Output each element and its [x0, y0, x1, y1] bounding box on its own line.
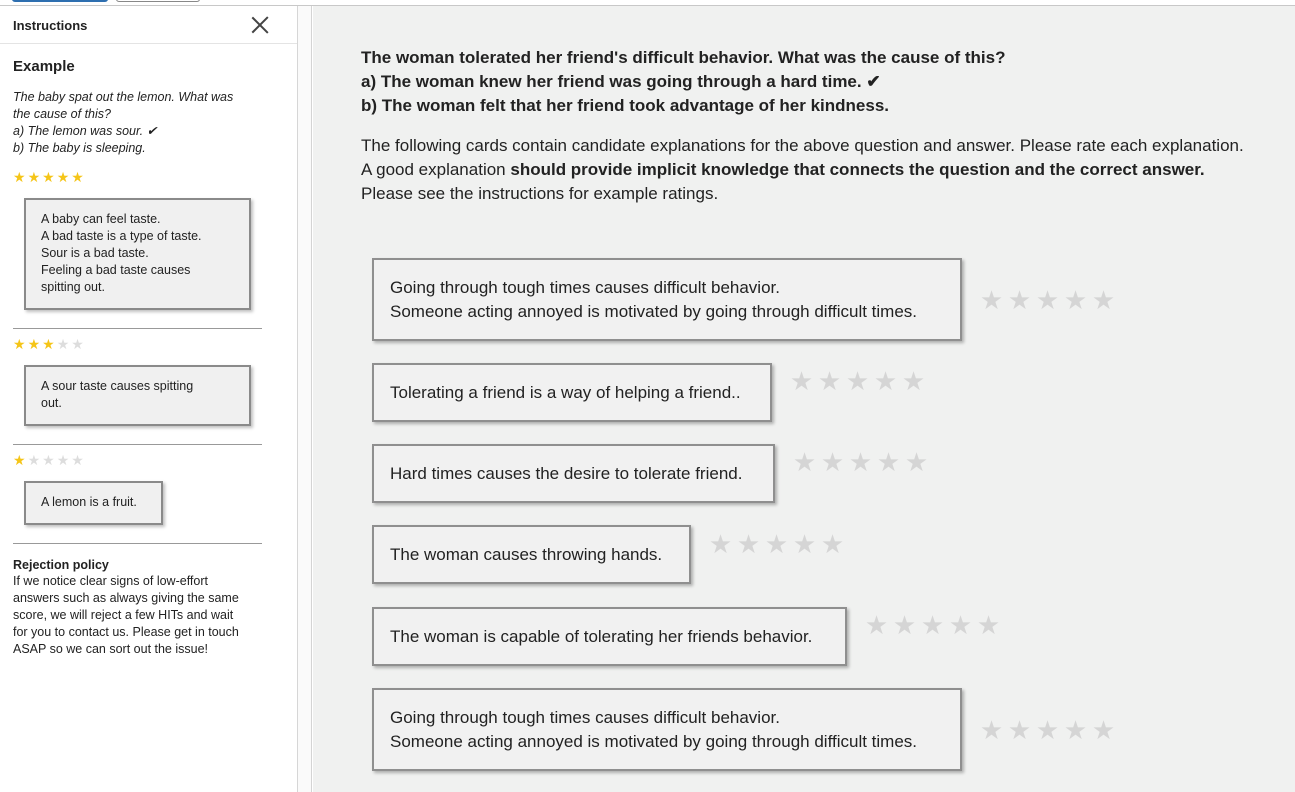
star-icon[interactable]: ★	[789, 366, 817, 396]
star-icon[interactable]: ★	[864, 610, 892, 640]
question-text: The woman tolerated her friend's difficult behavior. What was the cause of this?	[361, 48, 1006, 67]
star-icon[interactable]: ★	[920, 610, 948, 640]
divider	[13, 444, 262, 445]
star-icon[interactable]: ★	[708, 529, 736, 559]
star-rating[interactable]	[789, 368, 929, 394]
star-icon: ★	[42, 452, 57, 468]
secondary-button-fragment[interactable]	[116, 0, 200, 2]
star-icon[interactable]: ★	[904, 447, 932, 477]
example-heading: Example	[13, 58, 75, 75]
example-card-line: A lemon is a fruit.	[41, 495, 137, 509]
star-icon[interactable]: ★	[892, 610, 920, 640]
star-icon[interactable]: ★	[901, 366, 929, 396]
star-icon: ★	[13, 169, 28, 185]
star-icon[interactable]: ★	[817, 366, 845, 396]
explanation-card	[372, 607, 847, 666]
star-rating[interactable]	[864, 612, 1004, 638]
instructions-header	[0, 6, 297, 44]
rejection-line: answers such as always giving the same	[13, 591, 239, 605]
instructions-title: Instructions	[13, 18, 88, 33]
star-icon: ★	[71, 452, 86, 468]
example-card-line: A baby can feel taste.	[41, 212, 161, 226]
example-card-line: Sour is a bad taste.	[41, 246, 149, 260]
star-rating[interactable]	[708, 531, 848, 557]
star-icon: ★	[13, 336, 28, 352]
question-block	[361, 46, 1005, 118]
star-icon[interactable]: ★	[1007, 285, 1035, 315]
panel-resize-divider[interactable]	[298, 6, 312, 792]
explanation-line: Hard times causes the desire to tolerate friend.	[390, 463, 743, 483]
explanation-line: Someone acting annoyed is motivated by going through difficult times.	[390, 301, 917, 321]
star-icon[interactable]: ★	[979, 285, 1007, 315]
example-question-line: b) The baby is sleeping.	[13, 141, 146, 155]
star-icon[interactable]: ★	[976, 610, 1004, 640]
star-icon[interactable]: ★	[820, 447, 848, 477]
star-rating[interactable]	[979, 717, 1119, 743]
star-icon[interactable]: ★	[1035, 285, 1063, 315]
star-icon[interactable]: ★	[820, 529, 848, 559]
intro-bold: should provide implicit knowledge that connects the question and the correct answer.	[510, 160, 1205, 179]
star-rating[interactable]	[792, 449, 932, 475]
star-icon: ★	[13, 452, 28, 468]
star-icon: ★	[27, 336, 43, 352]
divider	[13, 328, 262, 329]
task-panel	[313, 6, 1295, 792]
star-icon[interactable]: ★	[1091, 285, 1119, 315]
rejection-policy-title: Rejection policy	[13, 558, 109, 572]
star-icon[interactable]: ★	[764, 529, 792, 559]
example-question-line: the cause of this?	[13, 107, 111, 121]
star-icon[interactable]: ★	[1007, 715, 1035, 745]
star-icon[interactable]: ★	[1063, 285, 1091, 315]
example-card	[24, 365, 251, 426]
example-rating-5	[13, 170, 263, 186]
star-icon: ★	[27, 452, 43, 468]
intro-line: The following cards contain candidate explanations for the above question and answer. Please rate each explanation.	[361, 136, 1244, 155]
example-card-line: out.	[41, 396, 62, 410]
example-card	[24, 198, 251, 310]
example-card-line: Feeling a bad taste causes	[41, 263, 191, 277]
star-icon[interactable]: ★	[792, 529, 820, 559]
option-a: a) The woman knew her friend was going through a hard time. ✔	[361, 72, 881, 91]
explanation-card	[372, 444, 775, 503]
star-icon: ★	[56, 169, 72, 185]
explanation-card	[372, 363, 772, 422]
divider	[13, 543, 262, 544]
star-icon: ★	[27, 169, 43, 185]
instructions-content	[13, 58, 263, 658]
star-icon: ★	[71, 169, 86, 185]
example-rating-1	[13, 453, 263, 469]
example-card-line: A bad taste is a type of taste.	[41, 229, 202, 243]
intro-line: Please see the instructions for example ratings.	[361, 184, 719, 203]
star-icon[interactable]: ★	[792, 447, 820, 477]
example-question-line: a) The lemon was sour. ✔	[13, 124, 158, 138]
rejection-line: for you to contact us. Please get in touch	[13, 625, 239, 639]
star-icon[interactable]: ★	[1091, 715, 1119, 745]
example-question	[13, 89, 263, 157]
example-rating-3	[13, 337, 263, 353]
explanation-line: Going through tough times causes difficult behavior.	[390, 277, 780, 297]
explanation-card	[372, 258, 962, 341]
star-icon[interactable]: ★	[979, 715, 1007, 745]
star-icon: ★	[71, 336, 86, 352]
star-icon[interactable]: ★	[873, 366, 901, 396]
explanation-line: The woman is capable of tolerating her friends behavior.	[390, 626, 813, 646]
intro-plain: A good explanation	[361, 160, 511, 179]
star-icon: ★	[42, 169, 57, 185]
instructions-panel	[0, 6, 298, 792]
example-card-line: spitting out.	[41, 280, 105, 294]
rejection-line: score, we will reject a few HITs and wait	[13, 608, 234, 622]
task-intro	[361, 134, 1291, 206]
star-icon: ★	[56, 452, 72, 468]
rejection-line: If we notice clear signs of low-effort	[13, 574, 208, 588]
example-card	[24, 481, 163, 525]
explanation-card	[372, 688, 962, 771]
star-icon[interactable]: ★	[876, 447, 904, 477]
star-rating[interactable]	[979, 287, 1119, 313]
intro-line	[361, 158, 1291, 182]
star-icon[interactable]: ★	[1063, 715, 1091, 745]
star-icon[interactable]: ★	[1035, 715, 1063, 745]
option-b: b) The woman felt that her friend took advantage of her kindness.	[361, 96, 890, 115]
star-icon: ★	[42, 336, 57, 352]
star-icon[interactable]: ★	[736, 529, 764, 559]
explanation-line: The woman causes throwing hands.	[390, 544, 663, 564]
explanation-card	[372, 525, 691, 584]
close-icon[interactable]	[249, 14, 271, 36]
rejection-policy-text	[13, 573, 263, 658]
rejection-line: ASAP so we can sort out the issue!	[13, 642, 209, 656]
explanation-line: Tolerating a friend is a way of helping a friend..	[390, 382, 741, 402]
example-question-line: The baby spat out the lemon. What was	[13, 90, 234, 104]
star-icon[interactable]: ★	[848, 447, 876, 477]
explanation-line: Someone acting annoyed is motivated by going through difficult times.	[390, 731, 917, 751]
star-icon[interactable]: ★	[948, 610, 976, 640]
submit-button-fragment[interactable]	[12, 0, 108, 2]
star-icon: ★	[56, 336, 72, 352]
example-card-line: A sour taste causes spitting	[41, 379, 194, 393]
explanation-line: Going through tough times causes difficult behavior.	[390, 707, 780, 727]
star-icon[interactable]: ★	[845, 366, 873, 396]
